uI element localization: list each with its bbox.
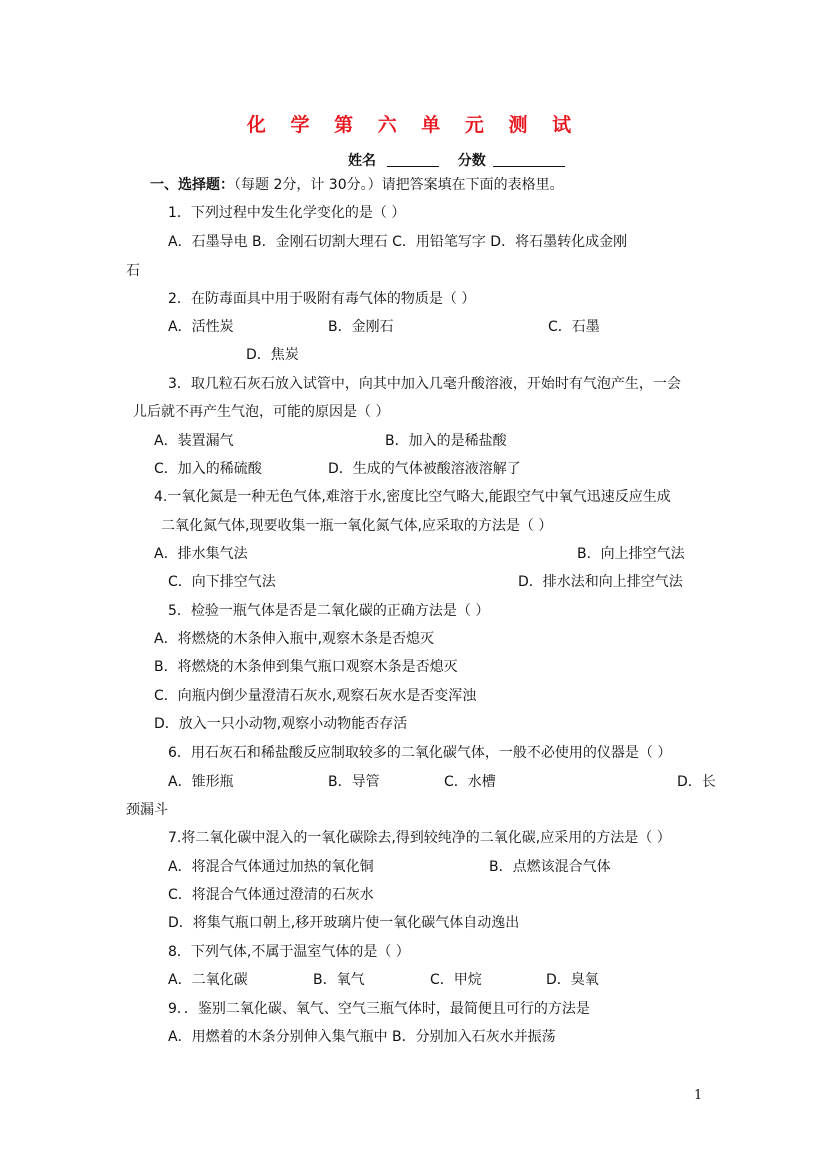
- question-8-stem: 8．下列气体,不属于温室气体的是（ ）: [168, 944, 410, 960]
- question-2-option-a: A．活性炭: [168, 319, 234, 335]
- question-7-option-b: B．点燃该混合气体: [489, 859, 611, 875]
- question-7-option-a: A．将混合气体通过加热的氧化铜: [168, 859, 374, 875]
- question-3-option-c: C．加入的稀硫酸: [154, 461, 262, 477]
- question-8-option-b: B．氧气: [313, 972, 365, 988]
- question-3-option-a: A．装置漏气: [154, 433, 234, 449]
- question-6-option-c: C．水槽: [444, 774, 496, 790]
- question-1-stem: 1．下列过程中发生化学变化的是（ ）: [168, 205, 406, 221]
- question-4-option-b: B．向上排空气法: [577, 546, 685, 562]
- question-6-option-b: B．导管: [328, 774, 380, 790]
- question-9-options-ab: A．用燃着的木条分别伸入集气瓶中 B．分别加入石灰水并振荡: [168, 1029, 556, 1045]
- score-blank[interactable]: [493, 152, 565, 167]
- question-4-stem-wrap: 二氧化氮气体,现要收集一瓶一氧化氮气体,应采取的方法是（ ）: [161, 518, 553, 534]
- question-6-option-d: D．长: [677, 774, 716, 790]
- question-4-stem: 4.一氧化氮是一种无色气体,难溶于水,密度比空气略大,能跟空气中氧气迅速反应生成: [154, 489, 671, 505]
- question-4-option-a: A．排水集气法: [154, 546, 248, 562]
- question-7-stem: 7.将二氧化碳中混入的一氧化碳除去,得到较纯净的二氧化碳,应采用的方法是（ ）: [168, 830, 671, 846]
- student-info: [348, 150, 565, 170]
- question-3-stem: 3．取几粒石灰石放入试管中，向其中加入几毫升酸溶液，开始时有气泡产生，一会: [168, 376, 681, 392]
- section-label: 一、选择题：: [150, 177, 234, 193]
- question-5-option-b: B．将燃烧的木条伸到集气瓶口观察木条是否熄灭: [154, 659, 458, 675]
- question-6-option-d-wrap: 颈漏斗: [126, 802, 168, 818]
- question-5-option-c: C．向瓶内倒少量澄清石灰水,观察石灰水是否变浑浊: [154, 688, 477, 704]
- question-6-stem: 6．用石灰石和稀盐酸反应制取较多的二氧化碳气体，一般不必使用的仪器是（ ）: [168, 745, 672, 761]
- page-number: 1: [694, 1088, 703, 1103]
- name-label: 姓名: [348, 153, 376, 169]
- question-8-option-c: C．甲烷: [430, 972, 482, 988]
- question-7-option-c: C．将混合气体通过澄清的石灰水: [168, 887, 374, 903]
- question-6-option-a: A．锥形瓶: [168, 774, 234, 790]
- question-5-option-d: D．放入一只小动物,观察小动物能否存活: [154, 716, 408, 732]
- page-title: 化 学 第 六 单 元 测 试: [246, 114, 581, 136]
- question-4-option-d: D．排水法和向上排空气法: [518, 574, 683, 590]
- name-blank[interactable]: [387, 152, 439, 167]
- section-heading: [150, 176, 564, 194]
- question-1-options: A．石墨导电 B．金刚石切割大理石 C．用铅笔写字 D．将石墨转化成金刚: [168, 234, 628, 250]
- question-2-option-c: C．石墨: [548, 319, 600, 335]
- question-7-option-d: D．将集气瓶口朝上,移开玻璃片使一氧化碳气体自动逸出: [168, 915, 520, 931]
- question-2-option-d: D．焦炭: [246, 347, 299, 363]
- question-3-stem-wrap: 儿后就不再产生气泡，可能的原因是（ ）: [133, 404, 390, 420]
- question-4-option-c: C．向下排空气法: [168, 574, 276, 590]
- question-1-options-wrap: 石: [126, 263, 140, 279]
- question-3-option-b: B．加入的是稀盐酸: [385, 433, 507, 449]
- question-5-stem: 5．检验一瓶气体是否是二氧化碳的正确方法是（ ）: [168, 603, 490, 619]
- question-3-option-d: D．生成的气体被酸溶液溶解了: [328, 461, 521, 477]
- section-instruction: （每题 2分，计 30分。）请把答案填在下面的表格里。: [234, 177, 564, 193]
- question-8-option-d: D．臭氧: [546, 972, 599, 988]
- question-2-option-b: B．金刚石: [328, 319, 394, 335]
- question-2-stem: 2．在防毒面具中用于吸附有毒气体的物质是（ ）: [168, 291, 476, 307]
- score-label: 分数: [457, 153, 486, 169]
- question-8-option-a: A．二氧化碳: [168, 972, 248, 988]
- question-5-option-a: A．将燃烧的木条伸入瓶中,观察木条是否熄灭: [154, 631, 435, 647]
- question-9-stem: 9．．鉴别二氧化碳、氧气、空气三瓶气体时，最简便且可行的方法是: [168, 1001, 590, 1017]
